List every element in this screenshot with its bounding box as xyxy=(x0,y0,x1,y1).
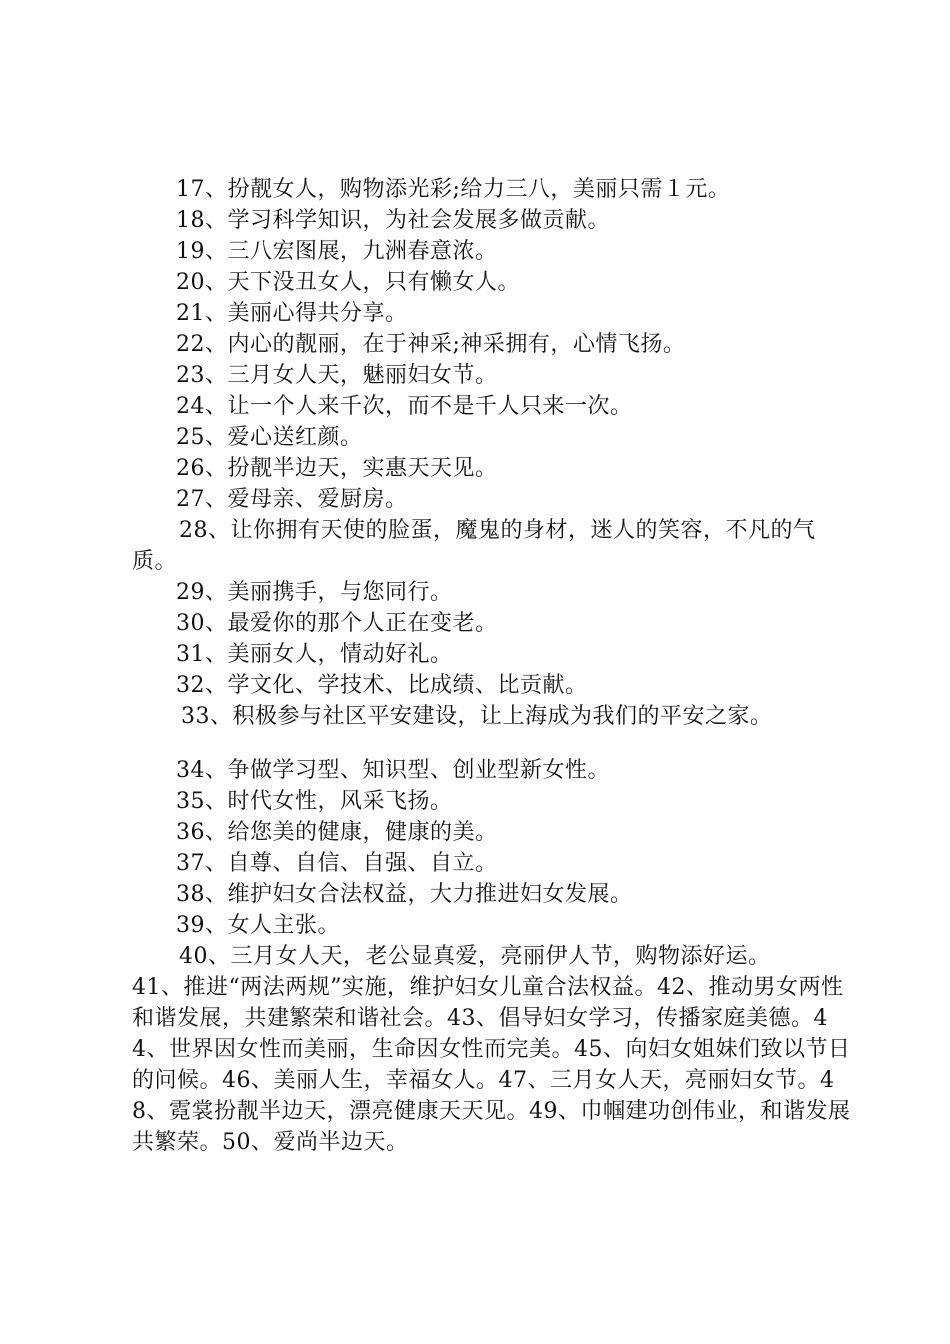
list-item: 24、让一个人来千次，而不是千人只来一次。 xyxy=(176,394,633,419)
slogan-list xyxy=(132,174,852,1158)
list-item: 17、扮靓女人，购物添光彩;给力三八，美丽只需１元。 xyxy=(176,177,731,202)
list-item: 37、自尊、自信、自强、自立。 xyxy=(176,851,498,876)
list-item: 21、美丽心得共分享。 xyxy=(176,301,408,326)
list-item: 40、三月女人天，老公显真爱，亮丽伊人节，购物添好运。 xyxy=(179,944,771,969)
spacer xyxy=(132,732,852,755)
list-item-wrapped: 28、让你拥有天使的脸蛋，魔鬼的身材，迷人的笑容，不凡的气质。 xyxy=(132,518,816,574)
list-item: 38、维护妇女合法权益，大力推进妇女发展。 xyxy=(176,882,633,907)
list-item: 31、美丽女人，情动好礼。 xyxy=(176,642,453,667)
final-paragraph: 41、推进“两法两规”实施，维护妇女儿童合法权益。42、推动男女两性和谐发展，共建繁荣和谐社会。43、倡导妇女学习，传播家庭美德。44、世界因女性而美丽，生命因女性而完美。45、向妇女姐妹们致以节日的问候。46、美丽人生，幸福女人。47、三月女人天，亮丽妇女节。48、霓裳扮靓半边天，漂亮健康天天见。49、巾帼建功创伟业，和谐发展共繁荣。50、爱尚半边天。 xyxy=(132,975,851,1155)
list-item: 33、积极参与社区平安建设，让上海成为我们的平安之家。 xyxy=(181,704,773,729)
list-item: 20、天下没丑女人，只有懒女人。 xyxy=(176,270,520,295)
list-item: 35、时代女性，风采飞扬。 xyxy=(176,789,453,814)
list-item: 30、最爱你的那个人正在变老。 xyxy=(176,611,498,636)
list-item: 19、三八宏图展，九洲春意浓。 xyxy=(176,239,498,264)
list-item: 18、学习科学知识，为社会发展多做贡献。 xyxy=(176,208,610,233)
list-item: 26、扮靓半边天，实惠天天见。 xyxy=(176,456,498,481)
list-item: 36、给您美的健康，健康的美。 xyxy=(176,820,498,845)
list-item: 25、爱心送红颜。 xyxy=(176,425,363,450)
list-item: 39、女人主张。 xyxy=(176,913,340,938)
list-item: 27、爱母亲、爱厨房。 xyxy=(176,487,408,512)
list-item: 32、学文化、学技术、比成绩、比贡献。 xyxy=(176,673,588,698)
list-item: 23、三月女人天，魅丽妇女节。 xyxy=(176,363,498,388)
list-item: 29、美丽携手，与您同行。 xyxy=(176,580,453,605)
list-item: 34、争做学习型、知识型、创业型新女性。 xyxy=(176,758,610,783)
list-item: 22、内心的靓丽，在于神采;神采拥有，心情飞扬。 xyxy=(176,332,686,357)
